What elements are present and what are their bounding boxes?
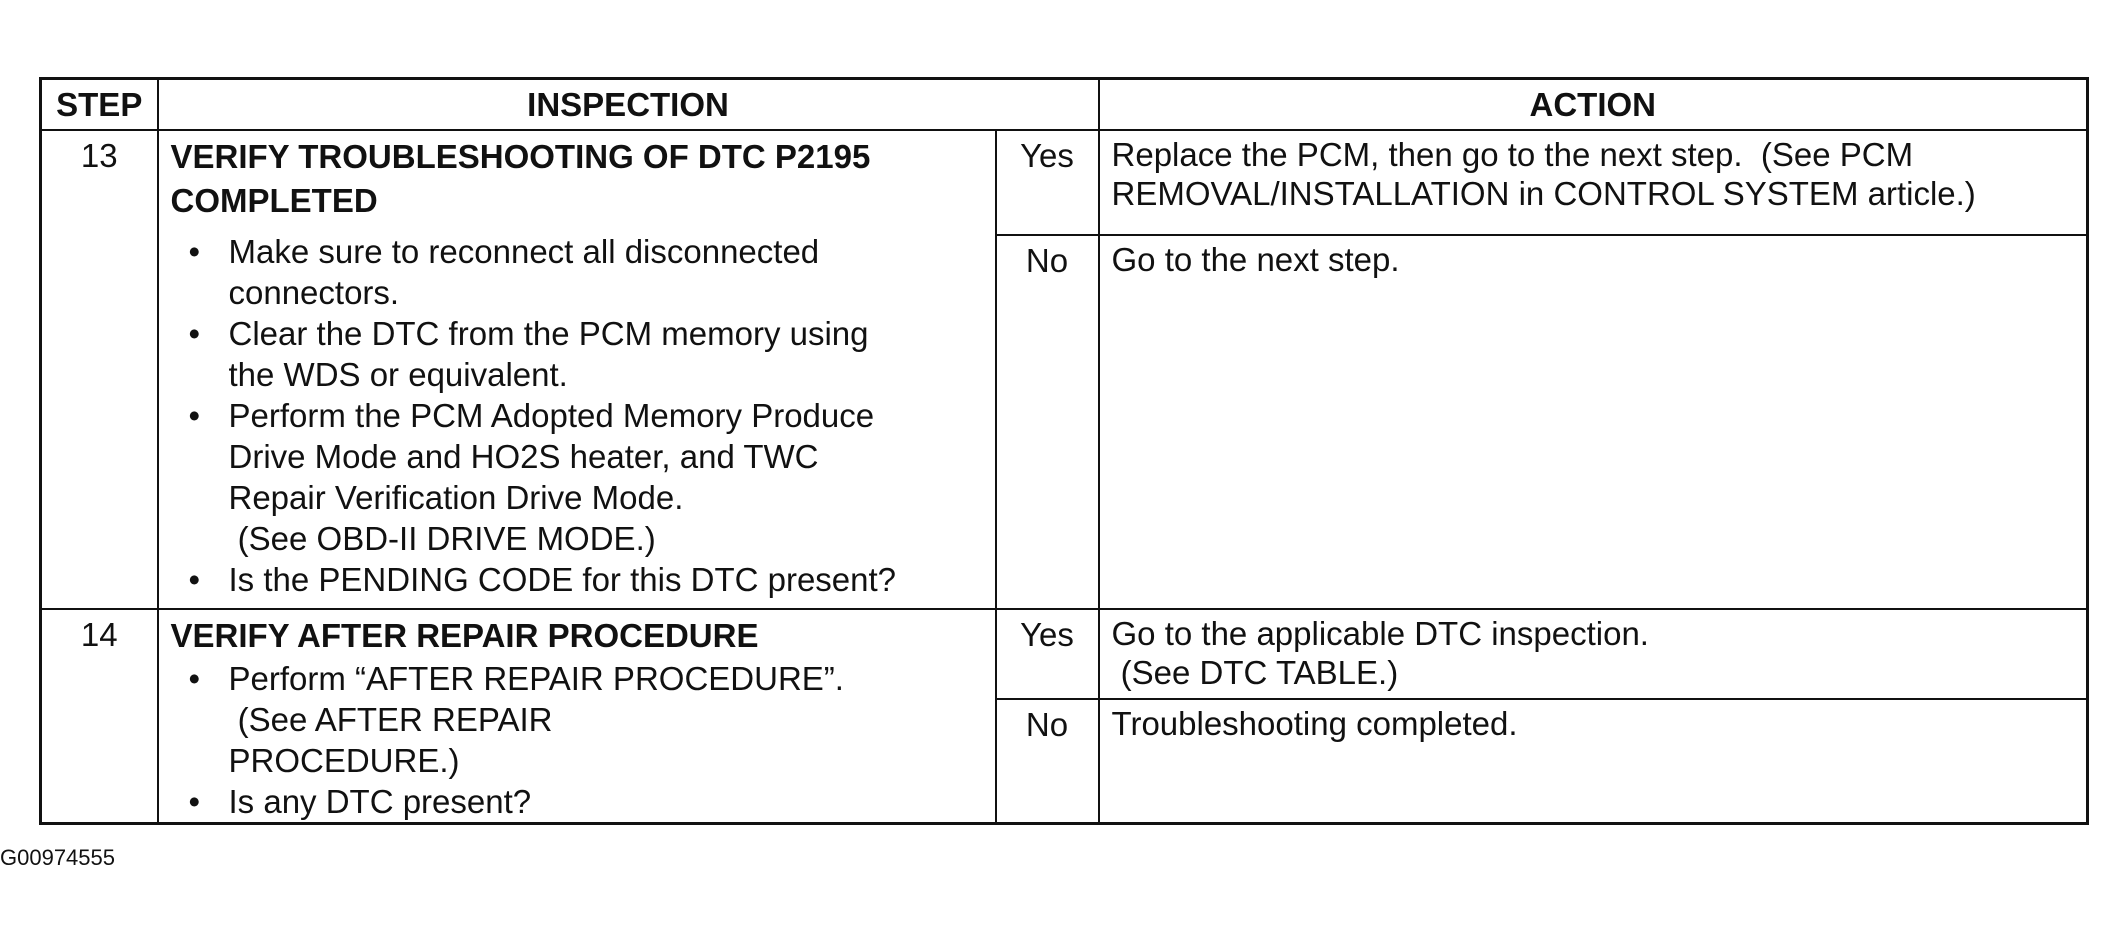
header-inspection: INSPECTION (158, 79, 1099, 131)
inspection-bullet-list (171, 231, 983, 600)
yes-label: Yes (996, 130, 1099, 235)
inspection-cell (158, 609, 996, 824)
bullet-text-line: Clear the DTC from the PCM memory using (228, 315, 869, 352)
bullet-text-line: Repair Verification Drive Mode. (228, 479, 684, 516)
table-header-row (41, 79, 2088, 131)
inspection-title-line: VERIFY TROUBLESHOOTING OF DTC P2195 (170, 138, 871, 175)
inspection-title-line: COMPLETED (170, 182, 378, 219)
bullet-text-line: Perform the PCM Adopted Memory Produce (228, 397, 875, 434)
bullet-text-line: Is the PENDING CODE for this DTC present? (228, 561, 897, 598)
bullet-text-line: (See AFTER REPAIR (228, 701, 553, 738)
bullet-icon: • (188, 233, 201, 270)
inspection-title-line: VERIFY AFTER REPAIR PROCEDURE (170, 617, 759, 654)
action-text-line: Go to the next step. (1111, 241, 1400, 278)
no-label: No (996, 699, 1099, 823)
step-number: 14 (41, 609, 158, 824)
action-text-line: REMOVAL/INSTALLATION in CONTROL SYSTEM article.) (1111, 175, 1976, 212)
list-item (171, 781, 983, 822)
list-item (171, 313, 983, 395)
list-item (171, 395, 983, 559)
action-text-line: Go to the applicable DTC inspection. (1111, 615, 1649, 652)
figure-id: G00974555 (0, 845, 115, 870)
list-item (171, 559, 983, 600)
yes-label: Yes (996, 609, 1099, 699)
action-text-line: Replace the PCM, then go to the next step. (See PCM (1111, 136, 1914, 173)
bullet-text-line: (See OBD-II DRIVE MODE.) (228, 520, 656, 557)
header-action: ACTION (1099, 79, 2088, 131)
bullet-icon: • (188, 315, 201, 352)
action-text-line: Troubleshooting completed. (1111, 705, 1518, 743)
bullet-text-line: Make sure to reconnect all disconnected (228, 233, 820, 270)
bullet-icon: • (188, 561, 201, 598)
list-item (171, 658, 983, 781)
bullet-text-line: Is any DTC present? (228, 783, 532, 820)
inspection-title (171, 135, 983, 223)
bullet-text-line: the WDS or equivalent. (228, 356, 568, 393)
bullet-text-line: Perform “AFTER REPAIR PROCEDURE”. (228, 660, 844, 697)
step-number: 13 (41, 130, 158, 609)
bullet-icon: • (188, 660, 201, 697)
inspection-cell (158, 130, 996, 609)
no-label: No (996, 235, 1099, 609)
list-item (171, 231, 983, 313)
bullet-text-line: Drive Mode and HO2S heater, and TWC (228, 438, 819, 475)
no-action (1099, 235, 2088, 609)
header-step: STEP (41, 79, 158, 131)
yes-action (1099, 130, 2088, 235)
table-row (41, 609, 2088, 699)
bullet-text-line: PROCEDURE.) (228, 742, 460, 779)
bullet-icon: • (188, 397, 201, 434)
no-action (1099, 699, 2088, 823)
action-text-line: (See DTC TABLE.) (1111, 654, 1399, 691)
inspection-title (171, 614, 983, 658)
table-row (41, 130, 2088, 235)
inspection-bullet-list (171, 658, 983, 822)
inspection-table (39, 77, 2089, 825)
bullet-text-line: connectors. (228, 274, 400, 311)
bullet-icon: • (188, 783, 201, 820)
yes-action (1099, 609, 2088, 699)
